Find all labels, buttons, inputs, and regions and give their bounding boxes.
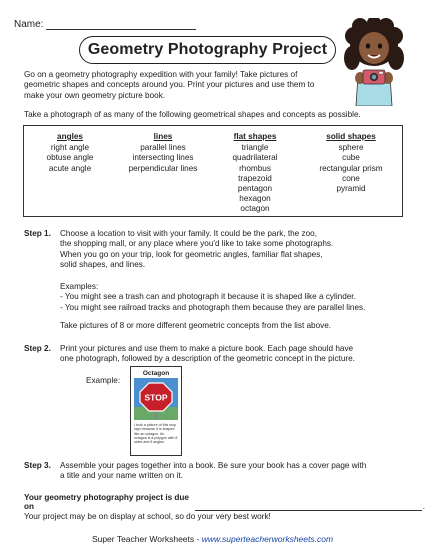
concept-item: quadrilateral bbox=[232, 153, 278, 163]
step-3-line: Assemble your pages together into a book. Be sure your book has a cover page with bbox=[60, 461, 367, 470]
stop-sign-photo bbox=[131, 377, 181, 421]
name-field bbox=[14, 19, 196, 30]
concept-item: pentagon bbox=[237, 184, 273, 194]
display-note: Your project may be on display at school, so do your very best work! bbox=[24, 512, 271, 521]
girl-with-camera-illustration bbox=[338, 18, 410, 106]
step-2-line: Print your pictures and use them to make a picture book. Each page should have bbox=[60, 344, 354, 353]
step-1-line: solid shapes, and lines. bbox=[60, 259, 146, 269]
step-3-label: Step 3. bbox=[24, 461, 51, 470]
concept-column-solid-shapes bbox=[306, 132, 396, 194]
column-heading: lines bbox=[153, 132, 173, 141]
concept-item: obtuse angle bbox=[46, 153, 94, 163]
footer-link[interactable]: www.superteacherworksheets.com bbox=[201, 534, 334, 544]
step-2-text bbox=[60, 344, 410, 365]
due-date-blank[interactable] bbox=[195, 502, 421, 511]
concept-item: trapezoid bbox=[238, 173, 272, 183]
example-item: - You might see railroad tracks and photograph them because they are parallel lines. bbox=[60, 302, 366, 312]
concept-item: pyramid bbox=[336, 184, 366, 194]
footer bbox=[0, 534, 425, 544]
concept-item: intersecting lines bbox=[132, 153, 194, 163]
concept-item: sphere bbox=[338, 143, 364, 153]
examples-label: Examples: bbox=[60, 282, 99, 291]
example-picture-page bbox=[130, 366, 182, 456]
page-title bbox=[79, 36, 336, 64]
column-heading: solid shapes bbox=[326, 132, 376, 141]
concept-item: octagon bbox=[240, 204, 270, 214]
step-1-line: When you go on your trip, look for geometric angles, familiar flat shapes, bbox=[60, 249, 323, 259]
concept-item: rectangular prism bbox=[319, 163, 383, 173]
step-1-final: Take pictures of 8 or more different geometric concepts from the list above. bbox=[60, 321, 332, 330]
concept-item: hexagon bbox=[239, 194, 271, 204]
step-1-line: the shopping mall, or any place where you'd like to take some photographs. bbox=[60, 239, 334, 249]
example-card-caption: I took a picture of this stop sign because it is shaped like an octagon. An octagon is a polygon with 8 sides and 8 angles. bbox=[134, 423, 178, 445]
example-card-title: Octagon bbox=[142, 370, 170, 377]
concept-item: rhombus bbox=[239, 163, 271, 173]
concept-item: parallel lines bbox=[140, 143, 186, 153]
take-photos-instruction: Take a photograph of as many of the following geometrical shapes and concepts as possible. bbox=[24, 110, 361, 119]
example-label: Example: bbox=[86, 376, 121, 385]
step-2-line: one photograph, followed by a description of the geometric concept in the picture. bbox=[60, 354, 355, 364]
step-1-line: Choose a location to visit with your family. It could be the park, the zoo, bbox=[60, 229, 317, 238]
step-2-label: Step 2. bbox=[24, 344, 51, 353]
due-date-label: Your geometry photography project is due on bbox=[24, 493, 189, 511]
concept-column-lines bbox=[118, 132, 208, 174]
stop-sign-text: STOP bbox=[144, 392, 168, 403]
due-date-period: . bbox=[422, 502, 425, 511]
example-item: - You might see a trash can and photograph it because it is shaped like a cylinder. bbox=[60, 292, 356, 302]
intro-paragraph: Go on a geometry photography expedition with your family! Take pictures of geometric shapes and concepts around you. Print your pictures and use them to make your own geometry picture book. bbox=[24, 70, 315, 100]
concept-list-box bbox=[23, 125, 403, 217]
concept-item: perpendicular lines bbox=[128, 163, 198, 173]
examples-block bbox=[60, 282, 410, 313]
concept-item: triangle bbox=[241, 143, 269, 153]
page-title-text: Geometry Photography Project bbox=[87, 41, 328, 58]
name-label: Name: bbox=[14, 19, 44, 30]
step-1-label: Step 1. bbox=[24, 229, 51, 238]
concept-item: acute angle bbox=[48, 163, 92, 173]
concept-column-flat-shapes bbox=[220, 132, 290, 215]
step-1-text bbox=[60, 229, 410, 270]
column-heading: flat shapes bbox=[233, 132, 277, 141]
footer-brand: Super Teacher Worksheets - bbox=[91, 534, 202, 544]
due-date-line bbox=[24, 493, 425, 511]
concept-item: cone bbox=[342, 173, 360, 183]
concept-item: cube bbox=[342, 153, 360, 163]
step-3-line: a title and your name written on it. bbox=[60, 471, 183, 481]
concept-column-angles bbox=[34, 132, 106, 174]
concept-item: right angle bbox=[50, 143, 90, 153]
name-blank-line[interactable] bbox=[46, 20, 196, 30]
column-heading: angles bbox=[57, 132, 83, 141]
step-3-text bbox=[60, 461, 410, 482]
